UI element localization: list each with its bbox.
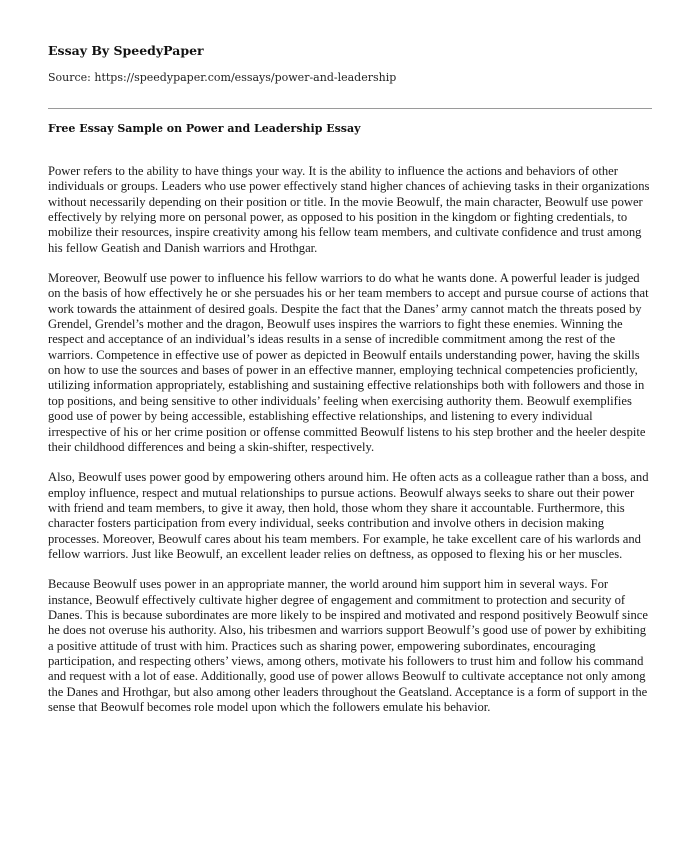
header-divider (48, 108, 652, 109)
essay-paragraph: Power refers to the ability to have things your way. It is the ability to influence the actions and behaviors of other individuals or groups. Leaders who use power effectively stand higher chances of achieving tasks in their organizations without necessarily depending on their position or title. In the movie Beowulf, the main character, Beowulf use power effectively by relying more on personal power, as opposed to his position in the kingdom or fighting credentials, to mobilize their resources, inspire creativity among his fellow team members, and cultivate confidence and trust among his fellow Geatish and Danish warriors and Hrothgar. (48, 164, 650, 255)
essay-paragraph: Moreover, Beowulf use power to influence his fellow warriors to do what he wants done. A powerful leader is judged on the basis of how effectively he or she persuades his or her team members to accept and pursue course of actions that work towards the attainment of desired goals. Despite the fact that the Danes’ army cannot match the threats posed by Grendel, Grendel’s mother and the dragon, Beowulf uses inspires the warriors to fight these enemies. Winning the respect and acceptance of an individual’s ideas results in a sense of incredible commitment among the rest of the warriors. Competence in effective use of power as depicted in Beowulf entails understanding power, having the skills on how to use the sources and bases of power in an effective manner, employing technical competencies proficiently, utilizing information appropriately, establishing and sustaining effective relationships both with followers and those in top positions, and being sensitive to other individuals’ feeling when exercising authority them. Beowulf exemplifies good use of power by being accessible, establishing effective relationships, and listening to every individual irrespective of his or her crime position or offense committed Beowulf listens to his step brother and the heeler despite their childhood differences and being a skin-shifter, respectively. (48, 271, 649, 454)
essay-paragraph: Because Beowulf uses power in an appropriate manner, the world around him support him in several ways. For instance, Beowulf effectively cultivate higher degree of engagement and commitment to protection and security of Danes. This is because subordinates are more likely to be inspired and motivated and respond positively Beowulf since he does not overuse his authority. Also, his tribesmen and warriors support Beowulf’s good use of power by exhibiting a positive attitude of trust with him. Practices such as sharing power, empowering subordinates, encouraging participation, and respecting others’ views, among others, motivate his followers to trust him and follow his command and request with a lot of ease. Additionally, good use of power allows Beowulf to cultivate acceptance not only among the Danes and Hrothgar, but also among other leaders throughout the Geatsland. Acceptance is a form of support in the sense that Beowulf becomes role model upon which the followers emulate his behavior. (48, 577, 648, 714)
document-header-title: Essay By SpeedyPaper (48, 43, 204, 58)
essay-paragraph: Also, Beowulf uses power good by empowering others around him. He often acts as a colleague rather than a boss, and employ influence, respect and mutual relationships to pursue actions. Beowulf always seeks to share out their power with friend and team members, to give it away, then hold, those whom they share it accountable. Furthermore, this character fosters participation from every individual, seeks contribution and involve others in decision making processes. Moreover, Beowulf cares about his team members. For example, he take excellent care of his warlords and fellow warriors. Just like Beowulf, an excellent leader relies on deftness, as opposed to flexing his or her muscles. (48, 470, 649, 561)
document-source-line: Source: https://speedypaper.com/essays/power-and-leadership (48, 71, 397, 84)
essay-body (48, 164, 654, 730)
essay-title: Free Essay Sample on Power and Leadership Essay (48, 122, 361, 135)
